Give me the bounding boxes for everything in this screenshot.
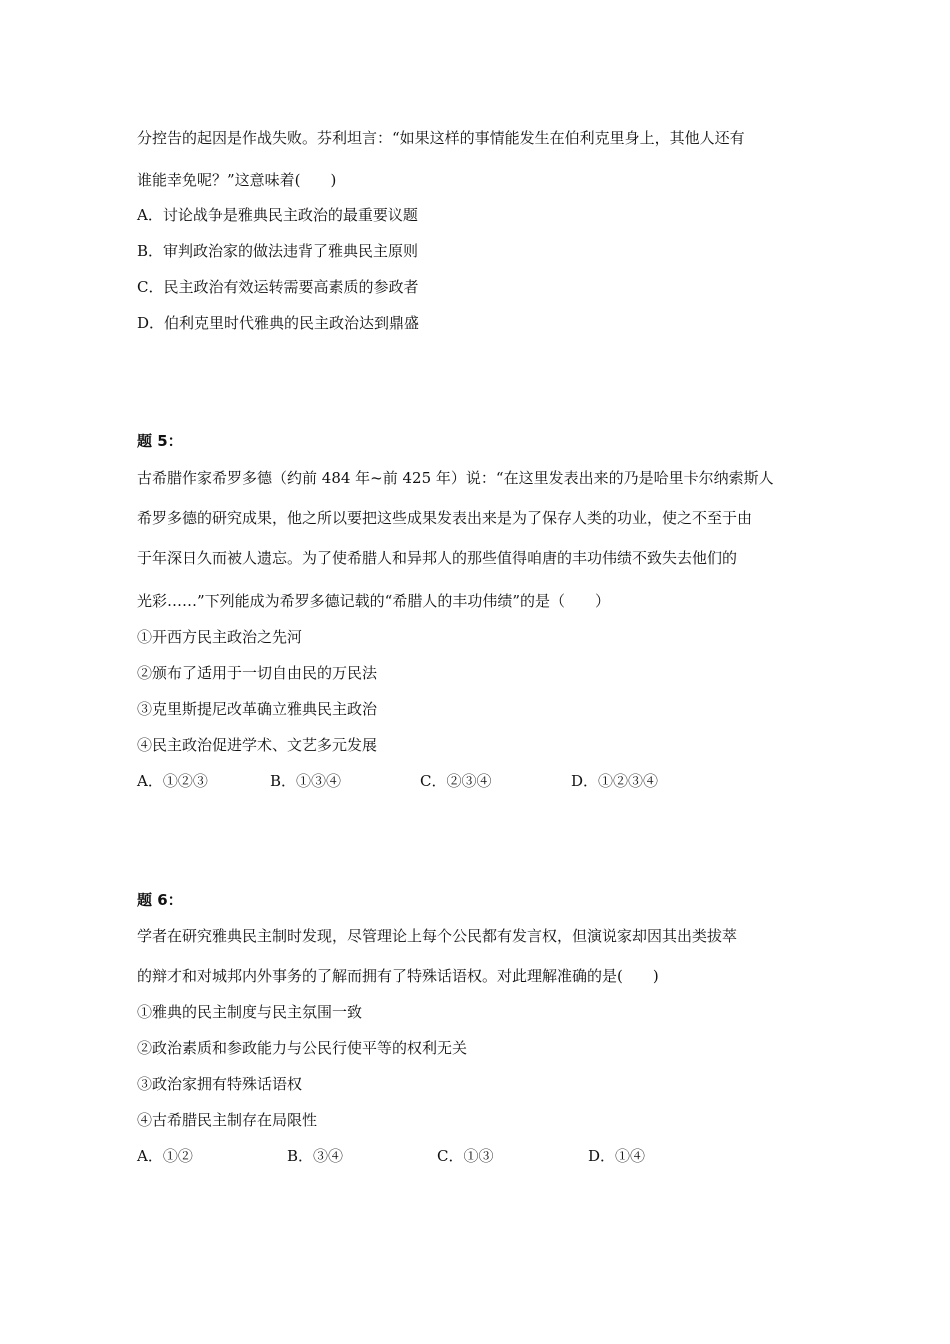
- q5-choice-d: D．①②③④: [571, 772, 659, 790]
- q6-heading: 题 6：: [137, 891, 183, 909]
- q6-item-4: ④古希腊民主制存在局限性: [137, 1111, 318, 1129]
- q6-choice-b: B．③④: [287, 1147, 344, 1165]
- q5-stem-line-3: 于年深日久而被人遗忘。为了使希腊人和异邦人的那些值得咱唐的丰功伟绩不致失去他们的: [137, 549, 738, 567]
- q6-choice-a: A．①②: [137, 1147, 193, 1165]
- q5-stem-line-2: 希罗多德的研究成果，他之所以要把这些成果发表出来是为了保存人类的功业，使之不至于由: [137, 509, 753, 527]
- q6-item-1: ①雅典的民主制度与民主氛围一致: [137, 1003, 363, 1021]
- q5-choice-b: B．①③④: [270, 772, 342, 790]
- q5-heading: 题 5：: [137, 432, 183, 450]
- q6-item-3: ③政治家拥有特殊话语权: [137, 1075, 303, 1093]
- q5-choice-a: A．①②③: [137, 772, 208, 790]
- q6-stem-line-1: 学者在研究雅典民主制时发现，尽管理论上每个公民都有发言权，但演说家却因其出类拔萃: [137, 927, 738, 945]
- q5-item-4: ④民主政治促进学术、文艺多元发展: [137, 736, 378, 754]
- q5-choice-c: C．②③④: [420, 772, 492, 790]
- q4-stem-line-1: 分控告的起因是作战失败。芬利坦言：“如果这样的事情能发生在伯利克里身上，其他人还有: [137, 129, 745, 147]
- q6-item-2: ②政治素质和参政能力与公民行使平等的权利无关: [137, 1039, 468, 1057]
- q4-option-b: B．审判政治家的做法违背了雅典民主原则: [137, 242, 419, 260]
- q5-item-2: ②颁布了适用于一切自由民的万民法: [137, 664, 378, 682]
- q5-item-3: ③克里斯提尼改革确立雅典民主政治: [137, 700, 378, 718]
- q4-option-d: D．伯利克里时代雅典的民主政治达到鼎盛: [137, 314, 420, 332]
- q4-option-a: A．讨论战争是雅典民主政治的最重要议题: [137, 206, 418, 224]
- q5-stem-line-1: 古希腊作家希罗多德（约前 484 年~前 425 年）说：“在这里发表出来的乃是哈里卡尔纳索斯人: [137, 469, 774, 487]
- q6-choice-c: C．①③: [437, 1147, 494, 1165]
- q4-option-c: C．民主政治有效运转需要高素质的参政者: [137, 278, 419, 296]
- q6-stem-line-2: 的辩才和对城邦内外事务的了解而拥有了特殊话语权。对此理解准确的是( ): [137, 967, 659, 985]
- q5-stem-line-4: 光彩……”下列能成为希罗多德记载的“希腊人的丰功伟绩”的是（ ）: [137, 592, 611, 610]
- q5-item-1: ①开西方民主政治之先河: [137, 628, 303, 646]
- q6-choice-d: D．①④: [588, 1147, 646, 1165]
- q4-stem-line-2: 谁能幸免呢？”这意味着( ): [137, 171, 337, 189]
